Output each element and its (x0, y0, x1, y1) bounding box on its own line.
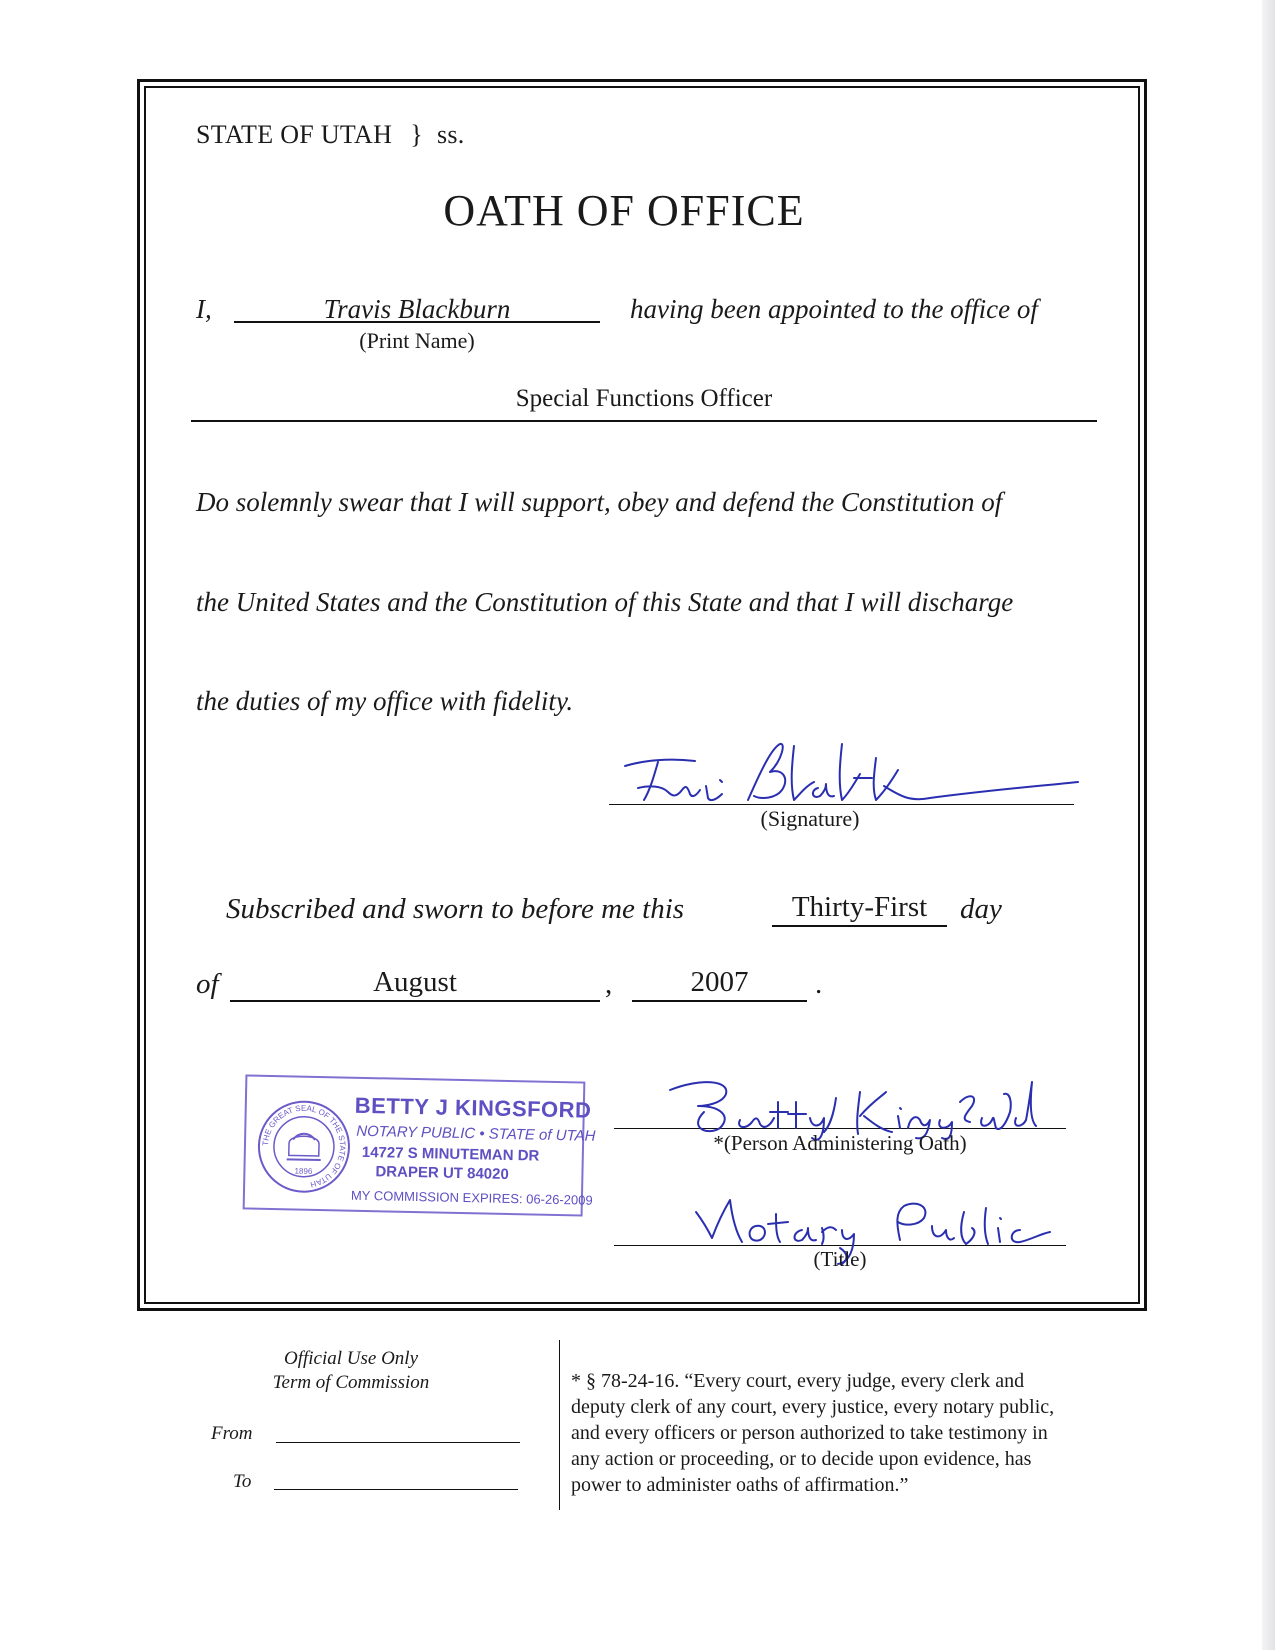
title-caption: (Title) (813, 1247, 867, 1271)
to-label: To (233, 1471, 252, 1492)
from-label: From (211, 1423, 253, 1444)
page-edge-shadow (1262, 0, 1275, 1650)
administering-caption: *(Person Administering Oath) (713, 1131, 967, 1155)
venue-state: STATE OF UTAH (196, 120, 393, 149)
notary-commission-expiry: MY COMMISSION EXPIRES: 06-26-2009 (350, 1187, 593, 1208)
office-underline (191, 420, 1097, 422)
name-underline (234, 321, 600, 323)
date-comma: , (605, 968, 613, 1000)
day-word: day (960, 893, 1002, 925)
appointed-text: having been appointed to the office of (630, 294, 1038, 324)
year-underline (632, 1000, 807, 1002)
oath-line-2: the United States and the Constitution of this State and that I will discharge (196, 587, 1014, 617)
date-period: . (815, 968, 823, 1000)
statute-line-2: deputy clerk of any court, every justice, every notary public, (571, 1396, 1055, 1418)
seal-year: 1896 (294, 1166, 313, 1176)
subscribed-text: Subscribed and sworn to before me this (226, 893, 685, 925)
of-word: of (196, 968, 219, 1000)
sworn-day: Thirty-First (791, 891, 928, 923)
notary-stamp (243, 1074, 596, 1216)
footer-divider (559, 1340, 560, 1510)
sworn-month: August (373, 966, 457, 998)
statute-line-5: power to administer oaths of affirmation.” (571, 1474, 909, 1496)
oath-i-label: I, (196, 294, 212, 324)
statute-line-4: any action or proceeding, or to decide upon evidence, has (571, 1448, 1032, 1470)
venue-line (196, 120, 465, 150)
office-title: Special Functions Officer (515, 385, 773, 412)
signature-caption: (Signature) (760, 806, 860, 831)
term-of-commission-label: Term of Commission (272, 1372, 430, 1393)
notary-address-2: DRAPER UT 84020 (375, 1163, 509, 1183)
appointee-name: Travis Blackburn (323, 294, 511, 324)
to-field-line (274, 1489, 518, 1490)
oath-line-3: the duties of my office with fidelity. (196, 686, 574, 716)
statute-line-3: and every officers or person authorized to take testimony in (571, 1422, 1048, 1444)
official-use-block (246, 1347, 456, 1395)
notary-state-line: NOTARY PUBLIC • STATE of UTAH (356, 1122, 596, 1145)
statute-note (571, 1368, 1054, 1498)
state-seal-icon (256, 1099, 352, 1195)
month-underline (230, 1000, 600, 1002)
oath-line-1: Do solemnly swear that I will support, obey and defend the Constitution of (196, 487, 1003, 517)
statute-line-1: * § 78-24-16. “Every court, every judge, every clerk and (571, 1370, 1025, 1392)
seal-ring-text: THE GREAT SEAL OF THE STATE OF UTAH (260, 1103, 348, 1190)
notary-address-1: 14727 S MINUTEMAN DR (361, 1143, 540, 1165)
venue-brace: } (410, 120, 423, 149)
day-underline (772, 925, 947, 927)
sworn-year: 2007 (690, 966, 749, 998)
venue-ss: ss. (436, 120, 465, 149)
print-name-caption: (Print Name) (359, 328, 475, 353)
document-title: OATH OF OFFICE (443, 186, 805, 235)
official-use-label: Official Use Only (283, 1348, 419, 1369)
notary-name: BETTY J KINGSFORD (354, 1092, 592, 1123)
from-field-line (276, 1442, 520, 1443)
